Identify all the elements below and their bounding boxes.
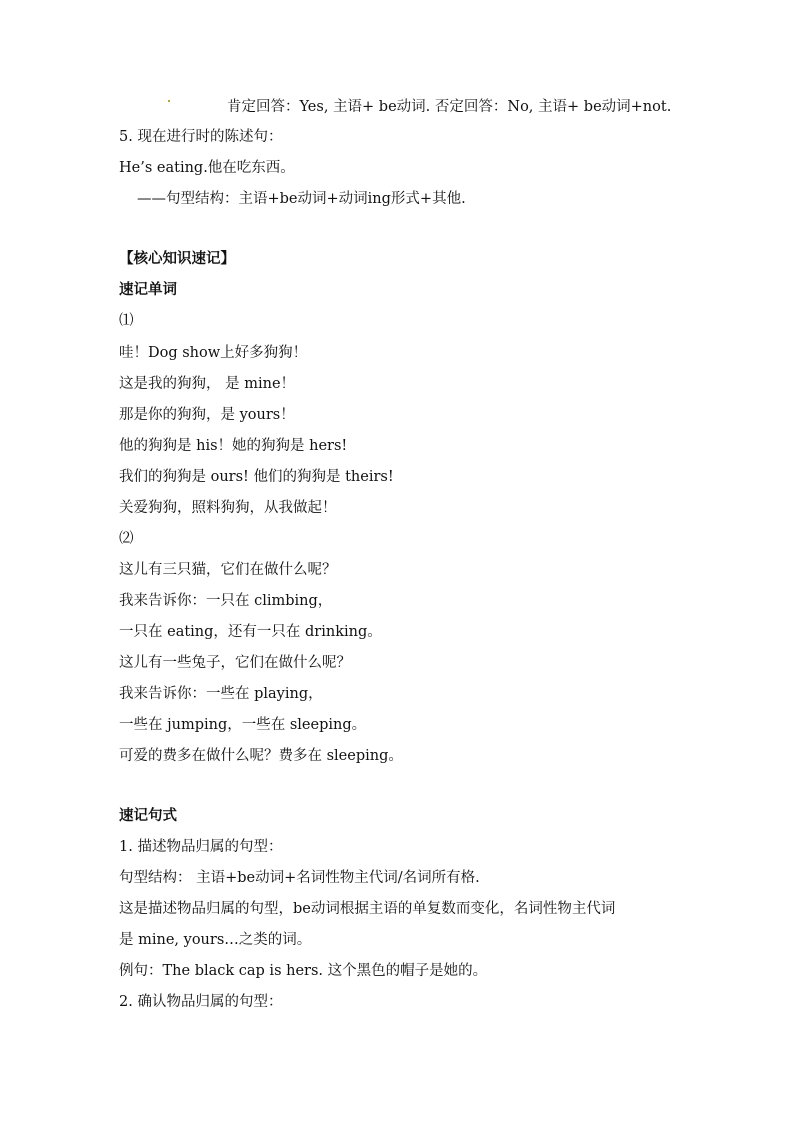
point-1-heading: 1. 描述物品归属的句型： bbox=[119, 839, 283, 855]
rhyme-line: 我来告诉你：一只在 climbing， bbox=[119, 593, 333, 609]
list-marker-2: ⑵ bbox=[119, 531, 134, 547]
point-2-heading: 2. 确认物品归属的句型： bbox=[119, 994, 283, 1010]
affirmative-negative-answer-line: 肯定回答：Yes, 主语+ be动词. 否定回答：No, 主语+ be动词+not. bbox=[227, 99, 672, 115]
rhyme-line: 这儿有一些兔子，它们在做什么呢？ bbox=[119, 655, 351, 671]
rhyme-line: 他的狗狗是 his！她的狗狗是 hers! bbox=[119, 438, 348, 454]
rhyme-line: 可爱的费多在做什么呢？费多在 sleeping。 bbox=[119, 748, 403, 764]
subheading-sentence-patterns: 速记句式 bbox=[119, 808, 177, 824]
example-line: 例句：The black cap is hers. 这个黑色的帽子是她的。 bbox=[119, 963, 488, 979]
explanation-line: 这是描述物品归属的句型，be动词根据主语的单复数而变化，名词性物主代词 bbox=[119, 901, 616, 917]
rhyme-line: 哇！Dog show上好多狗狗！ bbox=[119, 345, 308, 361]
rhyme-line: 关爱狗狗，照料狗狗，从我做起！ bbox=[119, 500, 337, 516]
explanation-line: 是 mine, yours…之类的词。 bbox=[119, 932, 312, 948]
section-heading-core-knowledge: 【核心知识速记】 bbox=[119, 251, 235, 267]
rhyme-line: 这是我的狗狗， 是 mine！ bbox=[119, 376, 296, 392]
structure-line: ——句型结构：主语+be动词+动词ing形式+其他. bbox=[137, 191, 466, 207]
point-5-heading: 5. 现在进行时的陈述句： bbox=[119, 129, 283, 145]
rhyme-line: 我来告诉你：一些在 playing， bbox=[119, 686, 323, 702]
example-sentence: He’s eating.他在吃东西。 bbox=[119, 160, 295, 176]
rhyme-line: 这儿有三只猫，它们在做什么呢？ bbox=[119, 562, 337, 578]
rhyme-line: 一些在 jumping，一些在 sleeping。 bbox=[119, 717, 367, 733]
rhyme-line: 我们的狗狗是 ours! 他们的狗狗是 theirs! bbox=[119, 469, 394, 485]
rhyme-line: 一只在 eating，还有一只在 drinking。 bbox=[119, 624, 382, 640]
subheading-vocabulary: 速记单词 bbox=[119, 282, 177, 298]
stray-mark bbox=[168, 100, 170, 102]
rhyme-line: 那是你的狗狗，是 yours！ bbox=[119, 407, 295, 423]
list-marker-1: ⑴ bbox=[119, 313, 134, 329]
structure-line: 句型结构： 主语+be动词+名词性物主代词/名词所有格. bbox=[119, 870, 480, 886]
